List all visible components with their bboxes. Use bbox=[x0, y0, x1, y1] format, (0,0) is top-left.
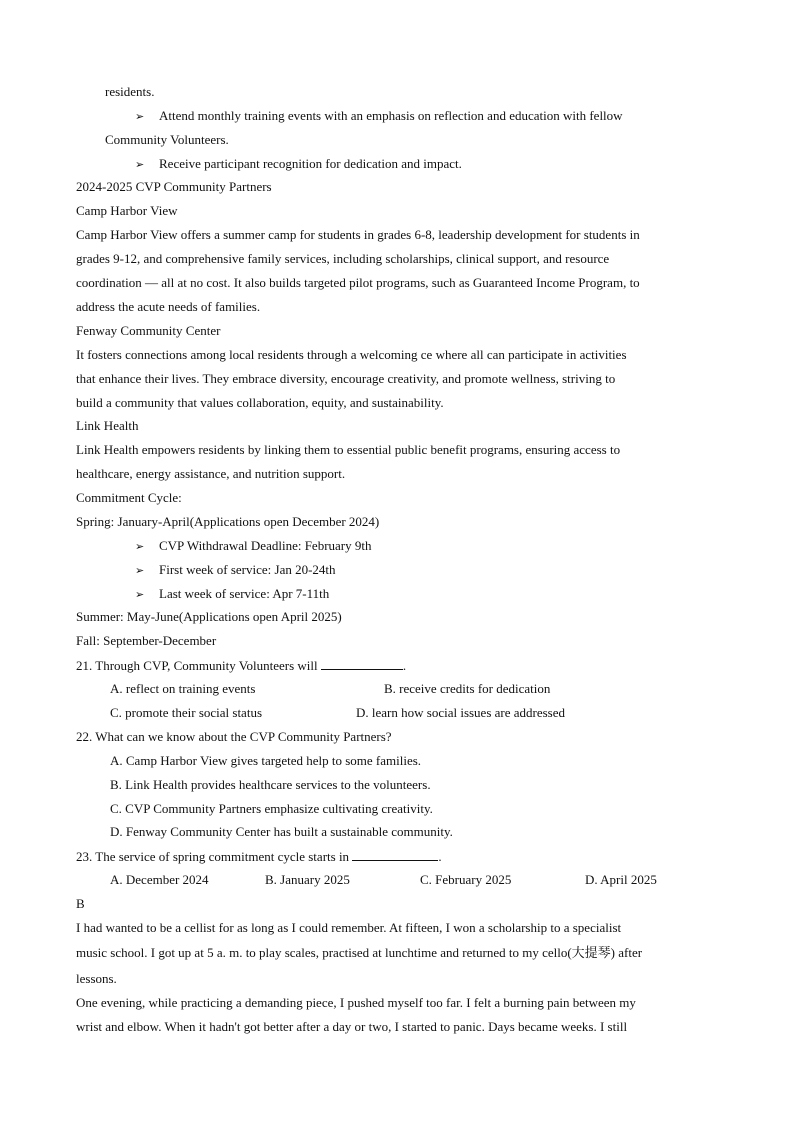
partners-heading: 2024-2025 CVP Community Partners bbox=[76, 179, 272, 194]
answer-blank bbox=[321, 657, 403, 670]
spring-bullet: ➢ Last week of service: Apr 7-11th bbox=[135, 586, 330, 601]
passage-b-line: lessons. bbox=[76, 971, 117, 986]
q22-option-b: B. Link Health provides healthcare services to the volunteers. bbox=[110, 777, 431, 792]
fenway-line: It fosters connections among local residents through a welcoming ce where all can participate in activities bbox=[76, 347, 627, 362]
q21-option-c: C. promote their social status bbox=[110, 705, 263, 720]
q22-option-c: C. CVP Community Partners emphasize cultivating creativity. bbox=[110, 801, 433, 816]
fenway-name: Fenway Community Center bbox=[76, 323, 221, 338]
q21-option-d: D. learn how social issues are addressed bbox=[356, 705, 566, 720]
passage-b-line: I had wanted to be a cellist for as long as I could remember. At fifteen, I won a scholarship to a specialist bbox=[76, 920, 622, 935]
cycle-spring: Spring: January-April(Applications open December 2024) bbox=[76, 514, 380, 529]
intro-bullet-1: ➢ Attend monthly training events with an emphasis on reflection and education with fellow bbox=[135, 108, 623, 123]
intro-bullet-2: ➢ Receive participant recognition for dedication and impact. bbox=[135, 156, 462, 171]
q23-option-b: B. January 2025 bbox=[265, 872, 350, 887]
fenway-line: that enhance their lives. They embrace diversity, encourage creativity, and promote wellness, striving to bbox=[76, 371, 616, 386]
question-22: 22. What can we know about the CVP Community Partners? bbox=[76, 729, 392, 744]
answer-blank bbox=[352, 848, 438, 861]
q23-option-c: C. February 2025 bbox=[420, 872, 512, 887]
link-line: healthcare, energy assistance, and nutrition support. bbox=[76, 466, 346, 481]
spring-bullet: ➢ CVP Withdrawal Deadline: February 9th bbox=[135, 538, 372, 553]
camp-line: Camp Harbor View offers a summer camp for students in grades 6-8, leadership development for students in bbox=[76, 227, 640, 242]
intro-tail: residents. bbox=[105, 84, 155, 99]
passage-b-line: wrist and elbow. When it hadn't got better after a day or two, I started to panic. Days became weeks. I still bbox=[76, 1019, 628, 1034]
section-b-label: B bbox=[76, 896, 85, 911]
passage-b-line: music school. I got up at 5 a. m. to play scales, practised at lunchtime and returned to my cello(大提琴) after bbox=[76, 945, 643, 960]
cycle-summer: Summer: May-June(Applications open April 2025) bbox=[76, 609, 342, 624]
q22-option-a: A. Camp Harbor View gives targeted help to some families. bbox=[110, 753, 422, 768]
camp-line: address the acute needs of families. bbox=[76, 299, 261, 314]
arrow-bullet-icon: ➢ bbox=[135, 158, 145, 171]
question-23: 23. The service of spring commitment cycle starts in . bbox=[76, 849, 442, 864]
camp-line: coordination — all at no cost. It also builds targeted pilot programs, such as Guaranteed Income Program, to bbox=[76, 275, 640, 290]
spring-bullet: ➢ First week of service: Jan 20-24th bbox=[135, 562, 336, 577]
intro-bullet-wrap: Community Volunteers. bbox=[105, 132, 229, 147]
q21-option-a: A. reflect on training events bbox=[110, 681, 256, 696]
q22-option-d: D. Fenway Community Center has built a sustainable community. bbox=[110, 824, 453, 839]
q21-option-b: B. receive credits for dedication bbox=[384, 681, 551, 696]
camp-line: grades 9-12, and comprehensive family services, including scholarships, clinical support, and resource bbox=[76, 251, 610, 266]
link-name: Link Health bbox=[76, 418, 139, 433]
passage-b-line: One evening, while practicing a demanding piece, I pushed myself too far. I felt a burning pain between my bbox=[76, 995, 636, 1010]
arrow-bullet-icon: ➢ bbox=[135, 588, 145, 601]
link-line: Link Health empowers residents by linking them to essential public benefit programs, ensuring access to bbox=[76, 442, 621, 457]
q23-option-d: D. April 2025 bbox=[585, 872, 657, 887]
cycle-heading: Commitment Cycle: bbox=[76, 490, 182, 505]
cycle-fall: Fall: September-December bbox=[76, 633, 217, 648]
question-21: 21. Through CVP, Community Volunteers will . bbox=[76, 658, 407, 673]
q23-option-a: A. December 2024 bbox=[110, 872, 209, 887]
arrow-bullet-icon: ➢ bbox=[135, 540, 145, 553]
arrow-bullet-icon: ➢ bbox=[135, 110, 145, 123]
arrow-bullet-icon: ➢ bbox=[135, 564, 145, 577]
fenway-line: build a community that values collaboration, equity, and sustainability. bbox=[76, 395, 444, 410]
camp-name: Camp Harbor View bbox=[76, 203, 178, 218]
